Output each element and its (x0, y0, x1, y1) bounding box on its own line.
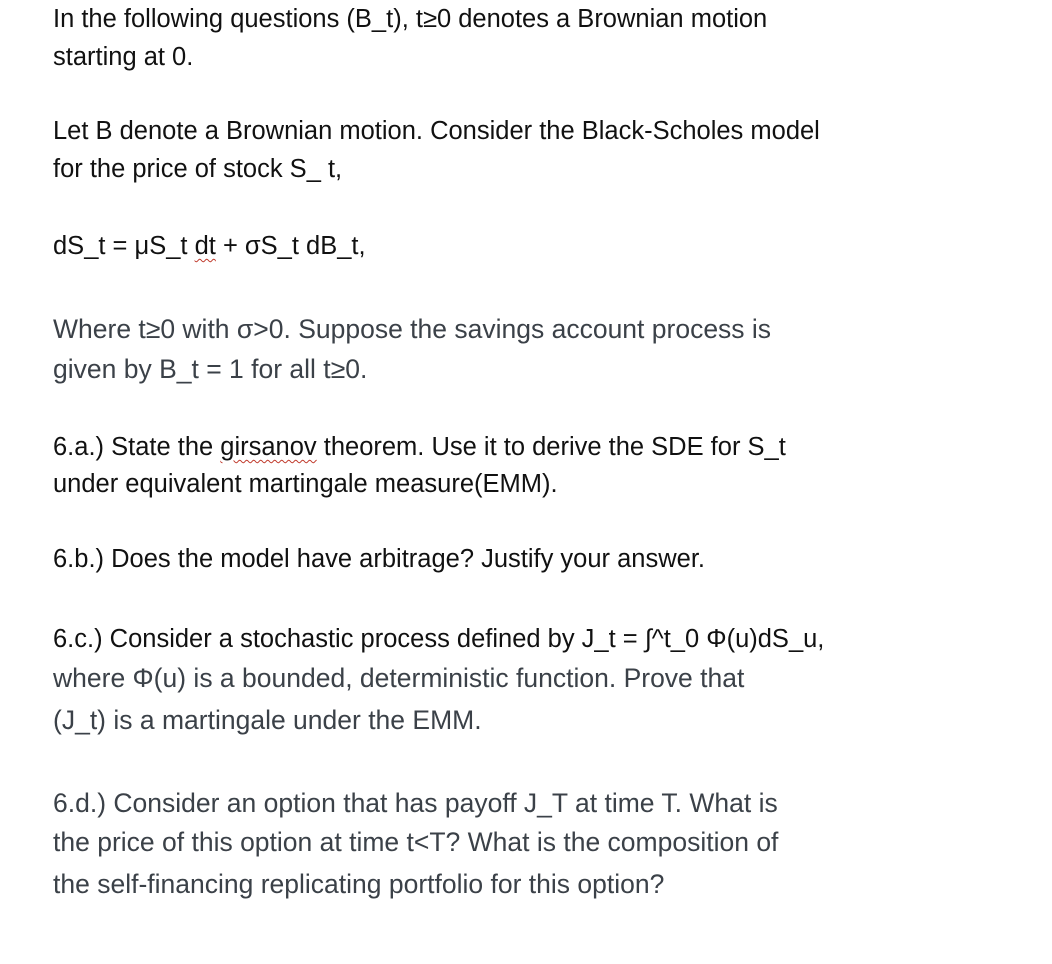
intro-line-1: In the following questions (B_t), t≥0 denotes a Brownian motion (53, 5, 768, 33)
savings-line-2: given by B_t = 1 for all t≥0. (53, 354, 368, 384)
question-6b: 6.b.) Does the model have arbitrage? Justify your answer. (53, 545, 706, 573)
question-6d-line-3: the self-financing replicating portfolio for this option? (53, 869, 665, 899)
question-6c-line-1: 6.c.) Consider a stochastic process defined by J_t = ∫^t_0 Φ(u)dS_u, (53, 625, 825, 653)
question-6c-line-2: where Φ(u) is a bounded, deterministic function. Prove that (53, 663, 745, 693)
model-line-1: Let B denote a Brownian motion. Consider the Black-Scholes model (53, 117, 820, 145)
sde-equation (53, 229, 366, 263)
sde-equation-spellcheck-mark: dt (194, 232, 216, 260)
question-6c-line-3: (J_t) is a martingale under the EMM. (53, 705, 482, 735)
question-6a-end: theorem. Use it to derive the SDE for S_t (316, 433, 786, 461)
question-6a-line-1 (53, 430, 786, 464)
intro-line-2: starting at 0. (53, 43, 194, 71)
question-6d-line-2: the price of this option at time t<T? What is the composition of (53, 827, 779, 857)
sde-equation-end: + σS_t dB_t, (215, 232, 366, 260)
savings-line-1: Where t≥0 with σ>0. Suppose the savings account process is (53, 314, 772, 344)
question-6a-line-2: under equivalent martingale measure(EMM). (53, 470, 558, 498)
model-line-2: for the price of stock S_ t, (53, 155, 343, 183)
question-6a-spellcheck-mark: girsanov (220, 433, 317, 461)
question-6a-start: 6.a.) State the (53, 433, 221, 461)
question-6d-line-1: 6.d.) Consider an option that has payoff J_T at time T. What is (53, 788, 778, 818)
sde-equation-start: dS_t = μS_t (53, 232, 195, 260)
